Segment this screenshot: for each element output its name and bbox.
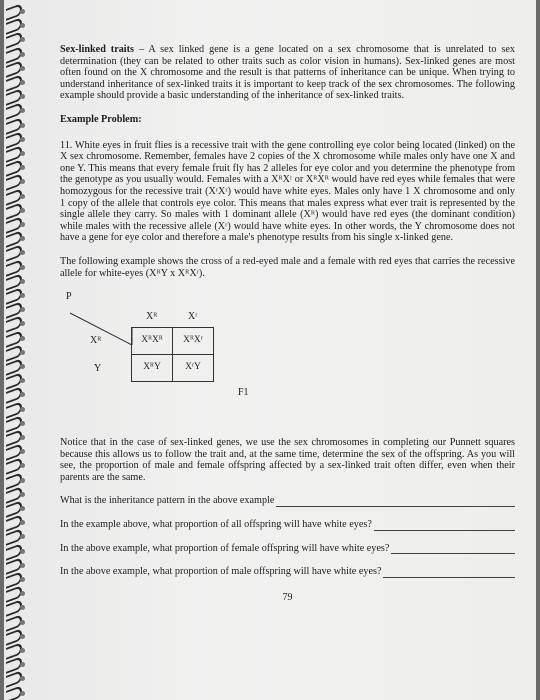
punnett-col2-header: Xʳ [188, 311, 198, 323]
binding-hole [20, 449, 25, 454]
punnett-f1-label: F1 [238, 387, 249, 399]
problem-11-text: 11. White eyes in fruit flies is a recessive trait with the gene controlling eye color being located (linked) on the X sex chromosome. Remember, females have 2 copies of the X chromosome while males only have one X and one Y. This means that every female fruit fly has 2 alleles for eye color and you determine the phenotype from the genotype as you usually would. Females with a XᴿXʳ or XᴿXᴿ would have red eyes while females that were homozygous for the recessive trait (XʳXʳ) would have white eyes. Males only have 1 X chromosome and only 1 copy of the allele that controls eye color. This means that males express what ever trait is represented by the single allele they carry. So males with 1 dominant allele (Xᴿ) would have red eyes (the dominant condition) while males with the recessive allele (Xʳ) would have white eyes. In other words, the Y chromosome does not have a gene for eye color and therefore a male's phenotype results from his single x-linked gene. [60, 139, 515, 244]
binding-hole [20, 605, 25, 610]
binding-hole [20, 676, 25, 681]
answer-line-4[interactable] [383, 567, 515, 578]
binding-hole [20, 534, 25, 539]
binding-hole [20, 378, 25, 383]
binding-hole [20, 137, 25, 142]
punnett-p-label: P [66, 291, 72, 303]
page-content [60, 44, 515, 603]
punnett-row2-header: Y [94, 363, 102, 375]
binding-hole [20, 37, 25, 42]
binding-hole [20, 350, 25, 355]
binding-hole [20, 549, 25, 554]
binding-hole [20, 648, 25, 653]
binding-hole [20, 165, 25, 170]
binding-hole [20, 236, 25, 241]
binding-hole [20, 506, 25, 511]
question-4-text: In the above example, what proportion of male offspring will have white eyes? [60, 566, 382, 578]
binding-hole [20, 123, 25, 128]
intro-text: – A sex linked gene is a gene located on a sex chromosome that is unrelated to sex determination (they can be related to other traits such as color vision in humans). Sex-linked genes are most often found on the X chromosome and the result is that patterns of inheritance can be unique. When trying to understand inheritance of sex-linked traits it is important to keep track of the sex chromosomes. The following example should provide a basic understanding of the inheritance of sex-linked traits. [60, 44, 515, 102]
notice-paragraph: Notice that in the case of sex-linked genes, we use the sex chromosomes in completing our Punnett squares because this allows us to follow the trait and, at the same time, determine the sex of the offspring. As you will see, the proportion of male and female offspring affected by a sex-linked trait often differ, even when their parents are the same. [60, 437, 515, 483]
spiral-binding [4, 0, 26, 700]
binding-hole [20, 407, 25, 412]
binding-hole [20, 691, 25, 696]
binding-hole [20, 662, 25, 667]
binding-hole [20, 66, 25, 71]
question-1 [60, 495, 515, 507]
binding-hole [20, 208, 25, 213]
punnett-cell: XʳY [173, 355, 214, 382]
binding-hole [20, 94, 25, 99]
intro-heading: Sex-linked traits [60, 44, 134, 55]
punnett-cell: XᴿXʳ [173, 328, 214, 355]
question-4 [60, 566, 515, 578]
question-2-text: In the example above, what proportion of all offspring will have white eyes? [60, 519, 372, 531]
punnett-square [60, 287, 515, 437]
binding-hole [20, 194, 25, 199]
binding-hole [20, 463, 25, 468]
textbook-page [4, 0, 536, 700]
answer-line-2[interactable] [374, 520, 515, 531]
punnett-grid [131, 327, 214, 382]
question-2 [60, 519, 515, 531]
binding-hole [20, 336, 25, 341]
binding-hole [20, 620, 25, 625]
binding-hole [20, 321, 25, 326]
punnett-col1-header: Xᴿ [146, 311, 158, 323]
binding-hole [20, 634, 25, 639]
binding-hole [20, 222, 25, 227]
following-example-text: The following example shows the cross of a red-eyed male and a female with red eyes that carries the recessive allele for white-eyes (XᴿY x XᴿXʳ). [60, 255, 515, 279]
binding-hole [20, 9, 25, 14]
page-number: 79 [282, 591, 293, 603]
question-3-text: In the above example, what proportion of female offspring will have white eyes? [60, 542, 390, 554]
binding-hole [20, 293, 25, 298]
binding-hole [20, 577, 25, 582]
binding-hole [20, 108, 25, 113]
binding-hole [20, 492, 25, 497]
answer-line-1[interactable] [276, 496, 515, 507]
binding-hole [20, 23, 25, 28]
binding-hole [20, 478, 25, 483]
binding-hole [20, 52, 25, 57]
binding-hole [20, 520, 25, 525]
binding-hole [20, 151, 25, 156]
punnett-cell: XᴿY [132, 355, 173, 382]
example-title: Example Problem: [60, 113, 142, 125]
binding-hole [20, 364, 25, 369]
question-3 [60, 543, 515, 555]
binding-hole [20, 591, 25, 596]
binding-hole [20, 563, 25, 568]
question-1-text: What is the inheritance pattern in the above example [60, 495, 275, 507]
binding-hole [20, 392, 25, 397]
binding-hole [20, 307, 25, 312]
punnett-row1-header: Xᴿ [90, 335, 102, 347]
intro-paragraph [60, 44, 515, 102]
answer-line-3[interactable] [391, 543, 515, 554]
binding-hole [20, 435, 25, 440]
binding-hole [20, 179, 25, 184]
punnett-cell: XᴿXᴿ [132, 328, 173, 355]
binding-hole [20, 265, 25, 270]
binding-hole [20, 279, 25, 284]
binding-hole [20, 250, 25, 255]
binding-hole [20, 80, 25, 85]
binding-hole [20, 421, 25, 426]
